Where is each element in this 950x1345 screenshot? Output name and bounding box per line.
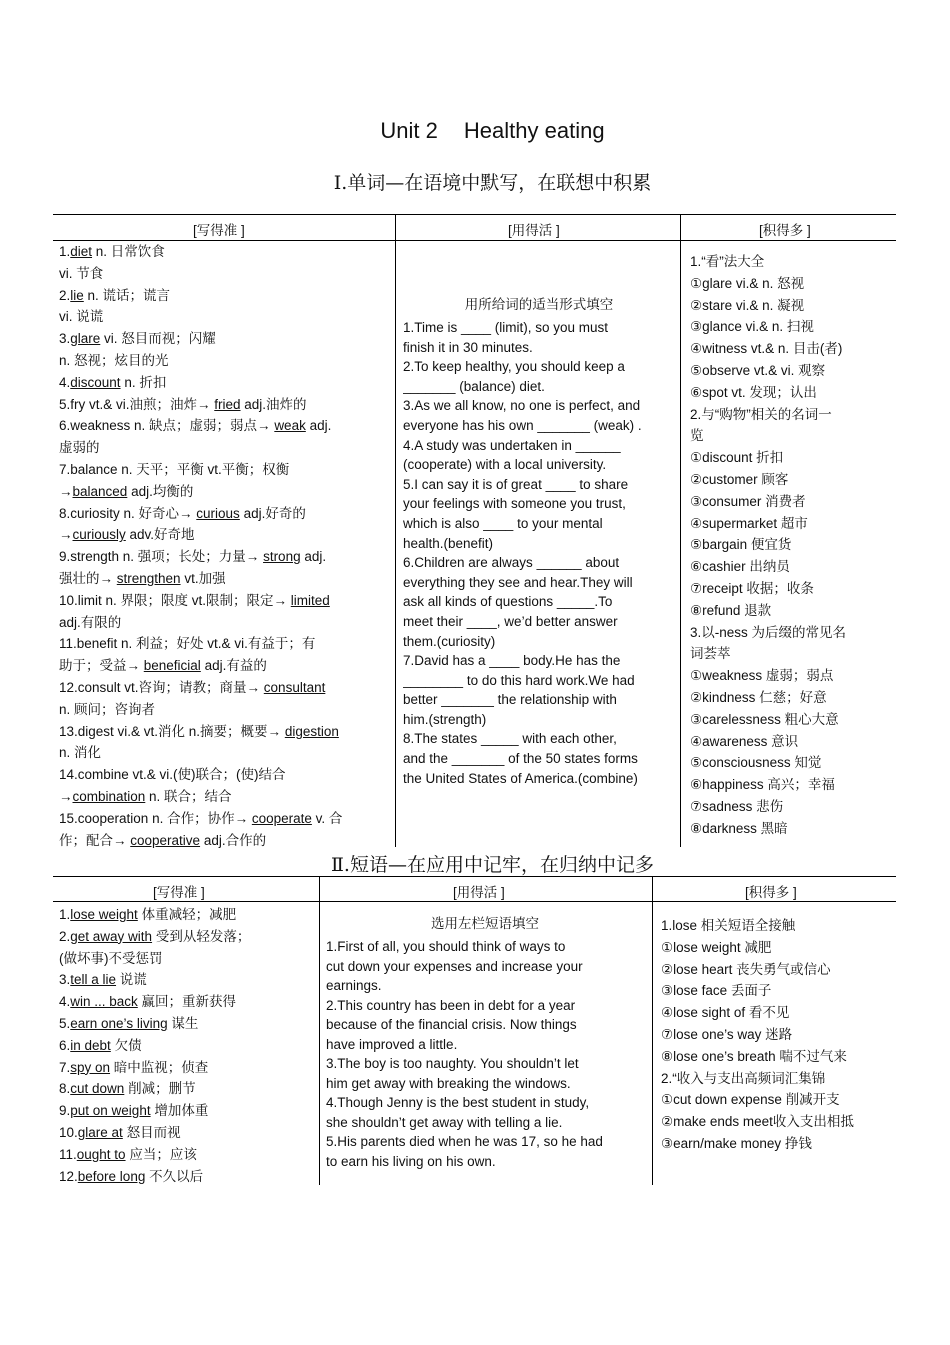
s1-accum-line: 3.以-ness 为后缀的常见名: [690, 624, 847, 640]
s2-header-use: [用得活 ]: [453, 885, 505, 900]
s1-exercise-line: 8.The states _____ with each other,: [403, 731, 617, 747]
s2-phrase-answer: spy on: [70, 1059, 111, 1075]
s1-accum-line: ⑤bargain 便宜货: [690, 537, 792, 553]
s2-phrase-line: [59, 969, 314, 991]
s1-word-line: [59, 764, 389, 786]
s2-exercise-line: cut down your expenses and increase your: [326, 958, 583, 974]
s2-phrase-text: 1.: [59, 907, 71, 922]
s2-exercise-line: 2.This country has been in debt for a year: [326, 997, 576, 1013]
section2-heading: Ⅱ.短语—在应用中记牢，在归纳中记多: [331, 854, 654, 876]
s1-exercise-line: everyone has his own _______ (weak) .: [403, 417, 642, 433]
s1-word-answer: limited: [290, 592, 330, 608]
s1-header-use: [用得活 ]: [508, 223, 560, 238]
s1-exercise-line: finish it in 30 minutes.: [403, 339, 533, 355]
s1-word-text: 9.strength n. 强项；长处；力量→: [59, 549, 264, 565]
s1-accum-line: 词荟萃: [690, 646, 731, 662]
s2-phrase-answer: get away with: [70, 928, 153, 944]
s1-word-text: adj.有益的: [200, 658, 267, 674]
s1-word-line: [59, 306, 389, 328]
s1-word-text: adj.油炸的: [240, 396, 307, 412]
s1-accum-line: ③carelessness 粗心大意: [690, 711, 839, 727]
s1-word-text: n. 日常饮食: [92, 244, 165, 259]
s2-phrase-line: [59, 1122, 314, 1144]
s1-word-text: vi. 怒目而视；闪耀: [100, 331, 216, 347]
s2-phrase-text: 9.: [59, 1103, 71, 1119]
s2-accum-line: ②make ends meet收入支出相抵: [661, 1114, 854, 1130]
s1-word-text: vi. 说谎: [59, 309, 104, 325]
s1-word-text: →: [59, 483, 73, 499]
s2-phrase-line: [59, 1057, 314, 1079]
s2-exercise-line: earnings.: [326, 978, 382, 993]
s1-word-answer: curious: [196, 505, 240, 521]
s2-phrase-line: [59, 926, 314, 948]
s2-phrase-answer: before long: [77, 1168, 146, 1184]
s1-word-answer: cooperative: [130, 832, 201, 848]
s2-phrase-answer: lose weight: [70, 907, 138, 922]
s2-accum-line: ①lose weight 减肥: [661, 939, 772, 955]
s2-phrase-answer: put on weight: [70, 1103, 151, 1119]
s1-accum-line: ①glare vi.& n. 怒视: [690, 275, 805, 291]
s1-word-text: n. 顾问；咨询者: [59, 701, 156, 717]
s1-exercise-line: 6.Children are always ______ about: [403, 555, 620, 571]
s1-exercise-line: 3.As we all know, no one is perfect, and: [403, 398, 641, 414]
s2-phrase-answer: cut down: [70, 1081, 125, 1097]
s1-word-text: 12.consult vt.咨询；请教；商量→: [59, 679, 264, 695]
s1-exercise-line: ________ to do this hard work.We had: [403, 672, 635, 688]
s1-word-text: 7.balance n. 天平；平衡 vt.平衡；权衡: [59, 461, 290, 477]
s1-word-text: adj.好奇的: [239, 505, 306, 521]
s1-word-line: [59, 459, 389, 481]
s2-fill-exercises: [326, 937, 646, 1171]
s1-word-text: adj.合作的: [200, 832, 267, 848]
s1-fill-instruction: 用所给词的适当形式填空: [464, 297, 614, 312]
s1-word-line: [59, 786, 389, 808]
s1-exercise-line: 1.Time is ____ (limit), so you must: [403, 320, 609, 335]
s1-accum-line: ①discount 折扣: [690, 450, 784, 466]
s1-word-answer: discount: [70, 374, 121, 390]
s2-accum-line: ⑦lose one’s way 迷路: [661, 1026, 793, 1042]
s1-word-text: 8.curiosity n. 好奇心→: [59, 505, 197, 521]
s2-phrase-line: [59, 904, 314, 926]
s2-phrase-line: [59, 1100, 314, 1122]
s2-phrase-text: 11.: [59, 1146, 77, 1162]
s1-exercise-line: meet their ____, we’d better answer: [403, 613, 618, 629]
s2-exercise-line: 3.The boy is too naughty. You shouldn’t let: [326, 1056, 579, 1071]
s1-word-answer: lie: [70, 287, 84, 303]
s2-fill-instruction: 选用左栏短语填空: [431, 916, 539, 931]
section2-table: [53, 876, 896, 1185]
s1-word-line: [59, 546, 389, 568]
s2-phrase-text: 3.: [59, 972, 71, 988]
s1-word-text: 强壮的→: [59, 570, 117, 586]
s1-accum-line: ⑥spot vt. 发现；认出: [690, 384, 817, 400]
s1-word-line: [59, 350, 389, 372]
s1-word-line: [59, 241, 389, 263]
s1-exercise-line: everything they see and hear.They will: [403, 574, 633, 590]
s1-accum-line: ⑤observe vt.& vi. 观察: [690, 362, 826, 378]
s2-phrase-text: 体重减轻；减肥: [137, 907, 237, 922]
s1-accum-line: ④supermarket 超市: [690, 515, 808, 531]
s2-phrase-line: [59, 1144, 314, 1166]
s1-exercise-line: which is also ____ to your mental: [403, 515, 603, 531]
s2-exercise-line: 5.His parents died when he was 17, so he had: [326, 1134, 603, 1149]
unit-name: Healthy eating: [463, 118, 605, 143]
s1-word-line: [59, 568, 389, 590]
s2-phrase-answer: win ... back: [70, 994, 138, 1010]
s1-accum-line: ④witness vt.& n. 目击(者): [690, 341, 843, 357]
s2-accum-line: ③earn/make money 挣钱: [661, 1135, 812, 1151]
s1-word-text: adj.均衡的: [127, 483, 194, 499]
s2-phrase-line: [59, 948, 314, 970]
s2-phrase-text: 10.: [59, 1124, 78, 1140]
unit-label: Unit 2: [380, 118, 438, 143]
s1-header-write: [写得准 ]: [193, 223, 245, 238]
s1-word-text: adv.好奇地: [125, 527, 195, 543]
s2-phrase-text: (做坏事)不受惩罚: [59, 950, 163, 966]
s2-phrase-text: 7.: [59, 1059, 71, 1075]
s1-word-answer: balanced: [72, 483, 128, 499]
s1-word-text: 5.fry vt.& vi.油煎；油炸→: [59, 396, 215, 412]
s1-word-text: 4.: [59, 374, 71, 390]
s1-word-text: 3.: [59, 331, 71, 347]
s1-word-answer: fried: [214, 396, 241, 412]
s1-word-answer: strengthen: [116, 570, 181, 586]
s2-accum-line: ⑧lose one’s breath 喘不过气来: [661, 1048, 847, 1064]
s1-word-text: 10.limit n. 界限；限度 vt.限制；限定→: [59, 592, 291, 608]
s1-exercise-line: _______ (balance) diet.: [403, 378, 545, 394]
s1-word-line: [59, 590, 389, 612]
s1-accum-line: ⑥cashier 出纳员: [690, 559, 790, 575]
s1-word-text: 作；配合→: [59, 832, 131, 848]
s1-exercise-line: 7.David has a ____ body.He has the: [403, 653, 621, 669]
s2-exercise-line: because of the financial crisis. Now things: [326, 1017, 577, 1032]
s2-exercise-line: have improved a little.: [326, 1036, 458, 1052]
s1-word-text: 14.combine vt.& vi.(使)联合；(使)结合: [59, 767, 286, 783]
s2-phrase-text: 削减；删节: [124, 1081, 196, 1097]
s1-word-answer: cooperate: [251, 810, 312, 826]
s1-accum-line: ③glance vi.& n. 扫视: [690, 319, 814, 335]
s1-exercise-line: him.(strength): [403, 711, 487, 727]
s1-word-line: [59, 503, 389, 525]
s2-header-write: [写得准 ]: [153, 885, 205, 900]
s1-word-text: 13.digest vi.& vt.消化 n.摘要；概要→: [59, 723, 285, 739]
s2-phrase-answer: ought to: [76, 1146, 126, 1162]
s2-phrase-line: [59, 991, 314, 1013]
s1-accum-line: ②customer 顾客: [690, 471, 789, 487]
s1-words-list: [59, 241, 389, 851]
page-title: [0, 118, 950, 144]
s1-header-accumulate: [积得多 ]: [759, 223, 811, 238]
s2-phrase-text: 8.: [59, 1081, 71, 1097]
s1-word-text: n. 联合；结合: [145, 788, 232, 804]
s1-word-text: n. 怒视；炫目的光: [59, 352, 169, 368]
s2-phrase-text: 12.: [59, 1168, 78, 1184]
s2-accum-line: ①cut down expense 削减开支: [661, 1092, 840, 1108]
s1-accum-line: ②kindness 仁慈；好意: [690, 689, 827, 705]
s1-exercise-line: ask all kinds of questions _____.To: [403, 594, 613, 610]
s1-word-line: [59, 830, 389, 852]
s1-word-answer: combination: [72, 788, 146, 804]
s1-word-answer: strong: [263, 549, 301, 565]
s1-exercise-line: 5.I can say it is of great ____ to share: [403, 476, 629, 492]
s1-accum-line: ⑧refund 退款: [690, 602, 772, 618]
s1-exercise-line: and the _______ of the 50 states forms: [403, 751, 638, 767]
s1-exercise-line: (cooperate) with a local university.: [403, 457, 607, 473]
s2-phrase-answer: earn one’s living: [70, 1015, 168, 1031]
s1-word-text: n. 消化: [59, 745, 102, 761]
s1-word-text: →: [59, 788, 73, 804]
s1-word-line: [59, 437, 389, 459]
section1-heading: Ⅰ.单词—在语境中默写，在联想中积累: [333, 172, 652, 194]
s1-word-text: adj.有限的: [59, 614, 122, 630]
s2-phrase-line: [59, 1035, 314, 1057]
s2-accum-line: 1.lose 相关短语全接触: [661, 918, 796, 933]
s1-word-text: v. 合: [311, 810, 343, 826]
s2-accum-line: 2.“收入与支出高频词汇集锦: [661, 1070, 826, 1086]
s1-word-text: vt.加强: [180, 570, 226, 586]
s1-word-text: 2.: [59, 287, 71, 303]
s1-accum-line: 览: [690, 428, 704, 444]
s1-exercise-line: health.(benefit): [403, 535, 494, 551]
s2-phrase-text: 应当；应该: [125, 1146, 197, 1162]
s2-accum-line: ③lose face 丢面子: [661, 983, 772, 999]
s1-word-line: [59, 677, 389, 699]
s2-phrase-text: 谋生: [167, 1015, 199, 1031]
s1-word-text: 6.weakness n. 缺点；虚弱；弱点→: [59, 418, 275, 434]
s1-accum-line: ⑦sadness 悲伤: [690, 798, 784, 814]
s1-word-text: vi. 节食: [59, 265, 104, 281]
s2-phrase-text: 暗中监视；侦查: [110, 1059, 209, 1075]
s1-word-answer: glare: [70, 331, 101, 347]
s2-phrase-text: 怒目而视: [122, 1124, 181, 1140]
s1-word-line: [59, 328, 389, 350]
s2-phrase-line: [59, 1013, 314, 1035]
s1-exercise-line: the United States of America.(combine): [403, 770, 638, 786]
s1-accum-line: ②stare vi.& n. 凝视: [690, 297, 805, 313]
s2-accum-line: ②lose heart 丧失勇气或信心: [661, 961, 831, 977]
s1-exercise-line: them.(curiosity): [403, 633, 496, 649]
s1-word-line: [59, 524, 389, 546]
s1-word-line: [59, 742, 389, 764]
s1-exercise-line: better _______ the relationship with: [403, 692, 617, 708]
s1-word-text: 1.: [59, 244, 71, 259]
s2-phrase-answer: in debt: [70, 1037, 111, 1053]
s2-phrase-answer: tell a lie: [70, 972, 117, 988]
s1-word-line: [59, 415, 389, 437]
s2-phrase-text: 6.: [59, 1037, 71, 1053]
s1-word-answer: consultant: [263, 679, 326, 695]
s1-word-line: [59, 655, 389, 677]
s1-word-answer: beneficial: [143, 658, 201, 674]
s2-phrase-text: 赢回；重新获得: [137, 994, 237, 1010]
s1-exercise-line: 4.A study was undertaken in ______: [403, 437, 621, 453]
s1-fill-exercises: [403, 318, 673, 788]
s2-exercise-line: she shouldn’t get away with telling a lie.: [326, 1114, 563, 1130]
s1-word-answer: digestion: [284, 723, 339, 739]
s1-word-line: [59, 285, 389, 307]
s1-word-answer: weak: [274, 418, 306, 434]
s1-exercise-line: 2.To keep healthy, you should keep a: [403, 359, 625, 375]
s2-phrase-text: 不久以后: [145, 1168, 204, 1184]
s2-phrase-text: 说谎: [116, 972, 147, 988]
s1-word-text: adj.: [305, 418, 332, 434]
s2-exercise-line: 4.Though Jenny is the best student in study,: [326, 1095, 590, 1110]
s1-word-text: 15.cooperation n. 合作；协作→: [59, 810, 252, 826]
s1-word-text: →: [59, 527, 73, 543]
s2-header-accumulate: [积得多 ]: [745, 885, 797, 900]
s2-accumulate-list: [661, 915, 893, 1155]
s1-word-text: 11.benefit n. 利益；好处 vt.& vi.有益于；有: [59, 636, 316, 652]
s2-phrase-text: 4.: [59, 994, 71, 1010]
s2-exercise-line: him get away with breaking the windows.: [326, 1075, 571, 1091]
s1-accum-line: ⑧darkness 黑暗: [690, 820, 788, 836]
s2-phrase-answer: glare at: [77, 1124, 123, 1140]
s2-phrase-line: [59, 1166, 314, 1188]
section1-table: [53, 214, 896, 847]
s1-accum-line: ③consumer 消费者: [690, 493, 806, 509]
s1-accum-line: ④awareness 意识: [690, 733, 799, 749]
s1-exercise-line: your feelings with someone you trust,: [403, 496, 626, 512]
s1-word-line: [59, 394, 389, 416]
s1-accum-line: ⑥happiness 高兴；幸福: [690, 777, 835, 793]
s2-accum-line: ④lose sight of 看不见: [661, 1005, 790, 1021]
s2-phrase-line: [59, 1078, 314, 1100]
s1-word-text: n. 谎话；谎言: [83, 287, 171, 303]
s1-word-line: [59, 612, 389, 634]
s2-phrase-text: 2.: [59, 928, 71, 944]
s1-word-line: [59, 699, 389, 721]
s2-phrases-list: [59, 904, 314, 1187]
s1-accum-line: 2.与“购物”相关的名词一: [690, 406, 832, 422]
s2-phrase-text: 增加体重: [150, 1103, 209, 1119]
s1-word-line: [59, 481, 389, 503]
s2-phrase-text: 欠债: [110, 1037, 142, 1053]
s2-exercise-line: to earn his living on his own.: [326, 1153, 496, 1169]
s1-accum-line: ⑦receipt 收据；收条: [690, 580, 814, 596]
s2-phrase-text: 5.: [59, 1015, 71, 1031]
s1-accum-line: 1.“看”法大全: [690, 254, 765, 269]
s1-word-line: [59, 263, 389, 285]
s2-phrase-text: 受到从轻发落；: [152, 928, 251, 944]
s1-word-line: [59, 372, 389, 394]
s1-word-text: 虚弱的: [59, 440, 100, 456]
s1-word-line: [59, 808, 389, 830]
s1-word-line: [59, 633, 389, 655]
s1-word-text: 助于；受益→: [59, 658, 144, 674]
s1-word-text: n. 折扣: [120, 374, 167, 390]
s2-exercise-line: 1.First of all, you should think of ways to: [326, 939, 566, 954]
s1-word-text: adj.: [300, 549, 327, 565]
s1-word-answer: diet: [70, 244, 93, 259]
s1-word-line: [59, 721, 389, 743]
s1-accumulate-list: [690, 251, 890, 840]
s1-accum-line: ⑤consciousness 知觉: [690, 755, 822, 771]
s1-accum-line: ①weakness 虚弱；弱点: [690, 668, 834, 684]
s1-word-answer: curiously: [72, 527, 126, 543]
